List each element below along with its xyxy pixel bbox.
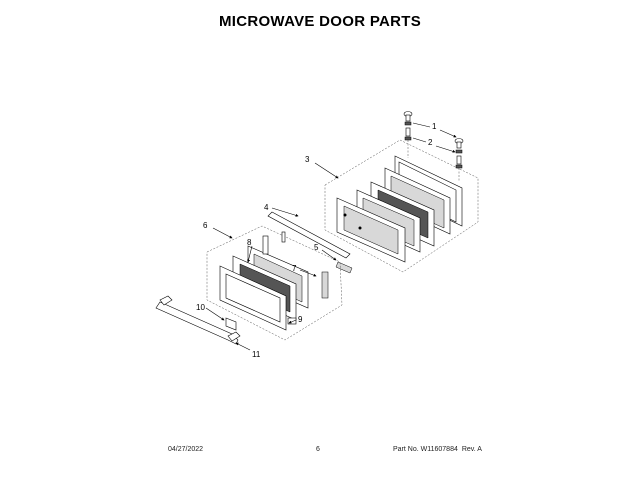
callout-6: 6 — [203, 221, 208, 230]
callout-11: 11 — [252, 350, 261, 359]
callout-7: 7 — [292, 264, 297, 273]
callout-2: 2 — [428, 138, 433, 147]
footer-revision: Rev. A — [461, 446, 482, 453]
callout-5: 5 — [314, 243, 319, 252]
callout-9: 9 — [298, 315, 303, 324]
footer-page-number: 6 — [316, 446, 320, 453]
callout-10: 10 — [196, 303, 205, 312]
callout-8: 8 — [247, 238, 252, 247]
footer-part-info — [393, 446, 486, 453]
callout-1: 1 — [432, 122, 437, 131]
page-title: MICROWAVE DOOR PARTS — [218, 13, 422, 30]
callout-4: 4 — [264, 203, 269, 212]
door-assembly-3-group — [325, 140, 478, 272]
callout-3: 3 — [305, 155, 310, 164]
footer-date: 04/27/2022 — [168, 446, 204, 453]
bracket-part-10 — [226, 318, 236, 330]
latch-part-5 — [336, 262, 352, 273]
footer-part-number: Part No. W11607884 — [393, 446, 458, 453]
